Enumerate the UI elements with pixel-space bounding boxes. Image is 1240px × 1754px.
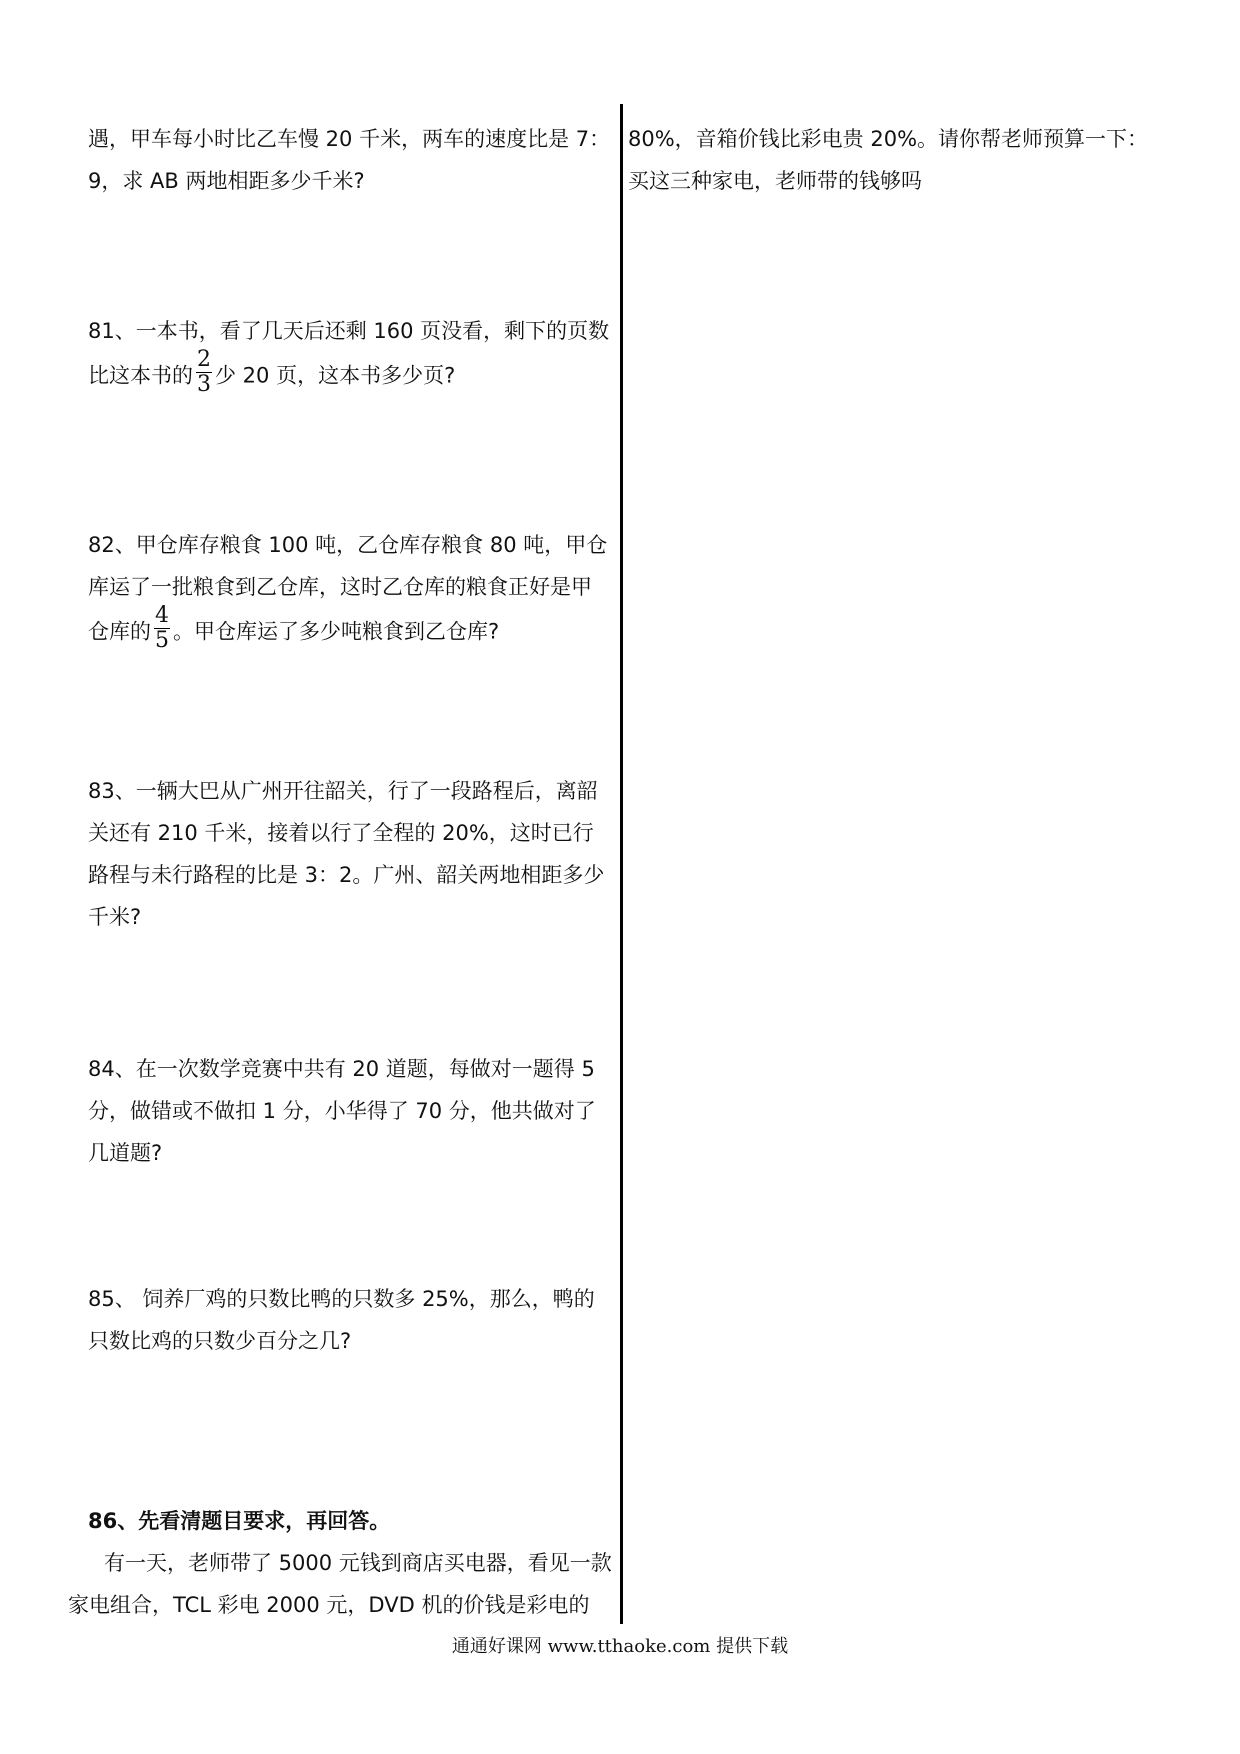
text-line: 库运了一批粮食到乙仓库，这时乙仓库的粮食正好是甲 [88,575,592,599]
problem-81 [88,310,618,401]
page-footer: 通通好课网 www.tthaoke.com 提供下载 [451,1636,789,1657]
text-line: 遇，甲车每小时比乙车慢 20 千米，两车的速度比是 7： [88,127,611,151]
text-line: 有一天，老师带了 5000 元钱到商店买电器，看见一款 [104,1551,612,1575]
text-line: 几道题? [88,1141,163,1165]
problem-83 [88,770,618,938]
text-line: 家电组合，TCL 彩电 2000 元，DVD 机的价钱是彩电的 [68,1593,590,1617]
text-line: 路程与未行路程的比是 3：2。广州、韶关两地相距多少 [88,863,605,887]
text-line: 只数比鸡的只数少百分之几? [88,1329,352,1353]
left-column [68,0,618,1620]
problem-84 [88,1048,618,1174]
text-line: 千米? [88,905,142,929]
fraction-denominator: 5 [155,628,169,653]
text-segment: 。甲仓库运了多少吨粮食到乙仓库? [173,619,500,644]
text-line [88,603,618,657]
text-line: 买这三种家电，老师带的钱够吗 [628,169,922,193]
text-line: 84、在一次数学竞赛中共有 20 道题，每做对一题得 5 [88,1057,595,1081]
problem-86 [68,1500,618,1626]
text-line: 80%，音箱价钱比彩电贵 20%。请你帮老师预算一下： [628,127,1149,151]
column-divider [620,104,623,1624]
text-line: 83、一辆大巴从广州开往韶关，行了一段路程后，离韶 [88,779,598,803]
problem-80-continuation [88,118,618,202]
text-line: 关还有 210 千米，接着以行了全程的 20%，这时已行 [88,821,594,845]
right-column [628,118,1148,202]
text-line: 9，求 AB 两地相距多少千米? [88,169,365,193]
text-line: 分，做错或不做扣 1 分，小华得了 70 分，他共做对了 [88,1099,596,1123]
problem-heading: 86、先看清题目要求，再回答。 [88,1509,391,1533]
fraction-two-thirds [196,348,212,397]
fraction-numerator: 4 [155,603,169,628]
text-line: 81、一本书，看了几天后还剩 160 页没看，剩下的页数 [88,319,610,343]
text-line: 85、 饲养厂鸡的只数比鸭的只数多 25%，那么，鸭的 [88,1287,595,1311]
text-segment: 少 20 页，这本书多少页? [215,363,456,388]
text-segment: 比这本书的 [88,363,193,388]
text-line [88,347,618,401]
fraction-numerator: 2 [197,347,211,372]
problem-82 [88,524,618,657]
fraction-denominator: 3 [197,372,211,397]
text-segment: 仓库的 [88,619,151,644]
fraction-four-fifths [154,604,170,653]
text-line: 82、甲仓库存粮食 100 吨，乙仓库存粮食 80 吨，甲仓 [88,533,608,557]
problem-85 [88,1278,618,1362]
